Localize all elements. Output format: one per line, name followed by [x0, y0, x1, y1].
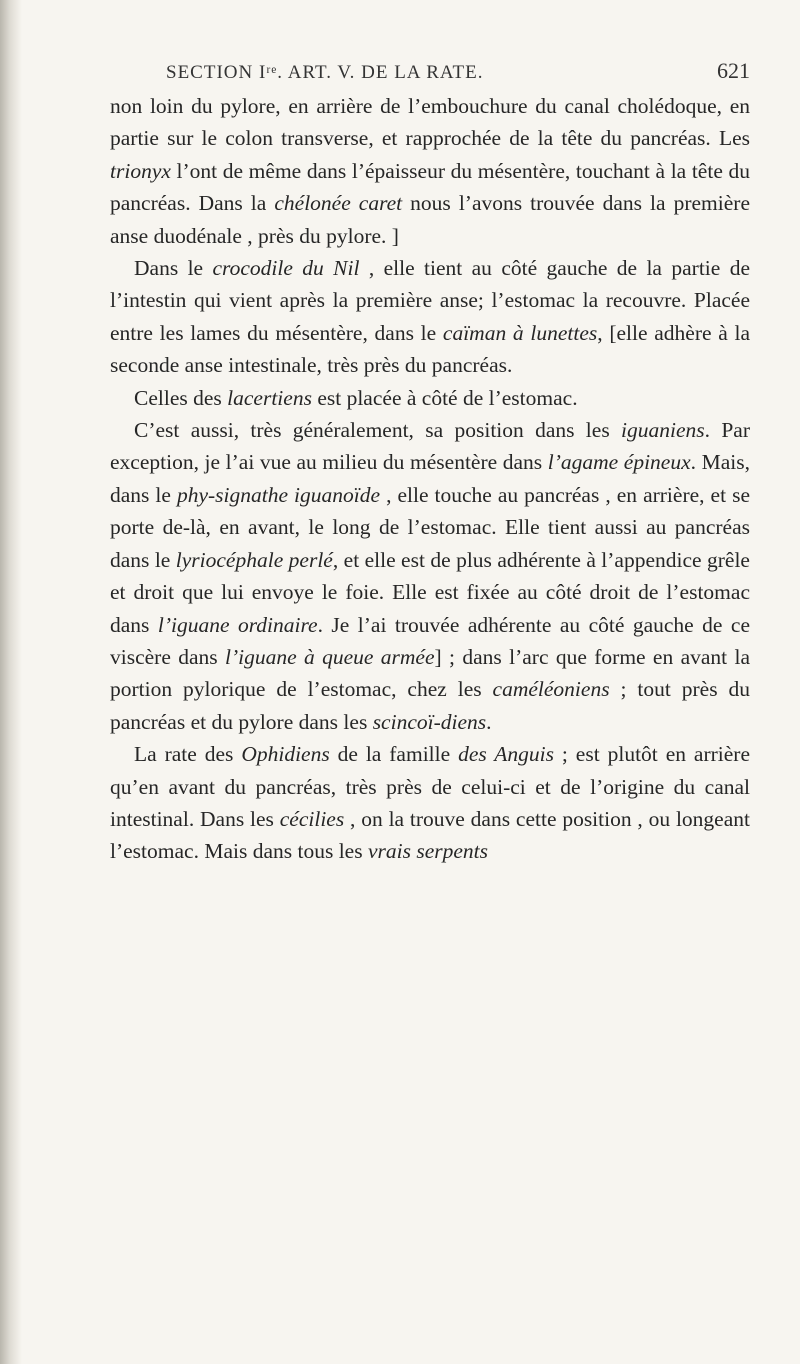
body-text [110, 90, 750, 868]
text-run: , elle touche au pancréas , en arrière, et se porte de-là, en avant, le long de l’estomac. Elle tient aussi au pancréas dans le [110, 482, 750, 572]
text-run: . Mais, dans le [110, 450, 750, 507]
text-run: de la famille [329, 742, 459, 767]
italic-term: lacertiens [227, 385, 312, 410]
italic-term: crocodile du Nil [212, 256, 360, 281]
text-run: , elle tient au côté gauche de la partie de l’intestin qui vient après la première anse; l’estomac la recouvre. Placée entre les lames du mésentère, dans le [110, 256, 750, 345]
running-header [110, 56, 750, 90]
italic-term: l’iguane à queue armée [225, 644, 435, 669]
italic-term: des Anguis [458, 742, 554, 767]
italic-term: caïman à lunettes [442, 320, 598, 345]
italic-term: l’agame épineux [547, 450, 691, 475]
text-run: ; est plutôt en arrière qu’en avant du pancréas, très près de celui-ci et de l’origine du canal intestinal. Dans les [110, 742, 750, 831]
text-run: , et elle est de plus adhérente à l’appendice grêle et droit que lui envoye le foie. Elle est fixée au côté droit de l’estomac dans [110, 547, 750, 637]
text-run: , [elle adhère à la seconde anse intestinale, très près du pancréas. [110, 320, 750, 378]
italic-term: trionyx [110, 158, 171, 183]
text-run: ; tout près du pancréas et du pylore dans les [110, 677, 750, 734]
italic-term: vrais serpents [367, 839, 489, 864]
text-run: non loin du pylore, en arrière de l’embouchure du canal cholédoque, en partie sur le colon transverse, et rapprochée de la tête du pancréas. Les [110, 94, 750, 151]
text-run: . Je l’ai trouvée adhérente au côté gauche de ce viscère dans [110, 612, 750, 669]
paragraph-2 [110, 252, 750, 382]
text-run: Celles des [134, 385, 228, 410]
italic-term: scincoï-diens [372, 709, 487, 734]
text-run: C’est aussi, très généralement, sa position dans les [134, 418, 622, 443]
italic-term: iguaniens [621, 418, 705, 443]
italic-term: Ophidiens [241, 742, 330, 767]
running-title: SECTION Iʳᵉ. ART. V. DE LA RATE. [166, 62, 484, 83]
italic-term: l’iguane ordinaire [157, 612, 318, 637]
text-run: , on la trouve dans cette position , ou longeant l’estomac. Mais dans tous les [110, 806, 750, 864]
paragraph-3 [110, 382, 750, 414]
text-run: Dans le [134, 256, 213, 281]
page-number: 621 [717, 58, 750, 83]
book-page [110, 56, 750, 868]
text-run: nous l’avons trouvée dans la première anse duodénale , près du pylore. ] [110, 191, 750, 248]
text-run: . [486, 709, 492, 734]
italic-term: phy-signathe iguanoïde [176, 482, 381, 507]
paragraph-4 [110, 414, 750, 738]
text-run: La rate des [134, 742, 242, 767]
text-run: . Par exception, je l’ai vue au milieu du mésentère dans [110, 418, 750, 475]
italic-term: cécilies [279, 806, 345, 831]
text-run: est placée à côté de l’estomac. [311, 385, 578, 410]
text-run: ] ; dans l’arc que forme en avant la portion pylorique de l’estomac, chez les [110, 644, 751, 702]
paragraph-1 [110, 90, 750, 252]
text-run: l’ont de même dans l’épaisseur du mésentère, touchant à la tête du pancréas. Dans la [110, 158, 750, 216]
italic-term: caméléoniens [492, 677, 610, 702]
paragraph-5 [110, 738, 750, 868]
italic-term: chélonée caret [274, 191, 403, 216]
italic-term: lyriocéphale perlé [175, 547, 333, 572]
page-edge-shadow [0, 0, 22, 1364]
